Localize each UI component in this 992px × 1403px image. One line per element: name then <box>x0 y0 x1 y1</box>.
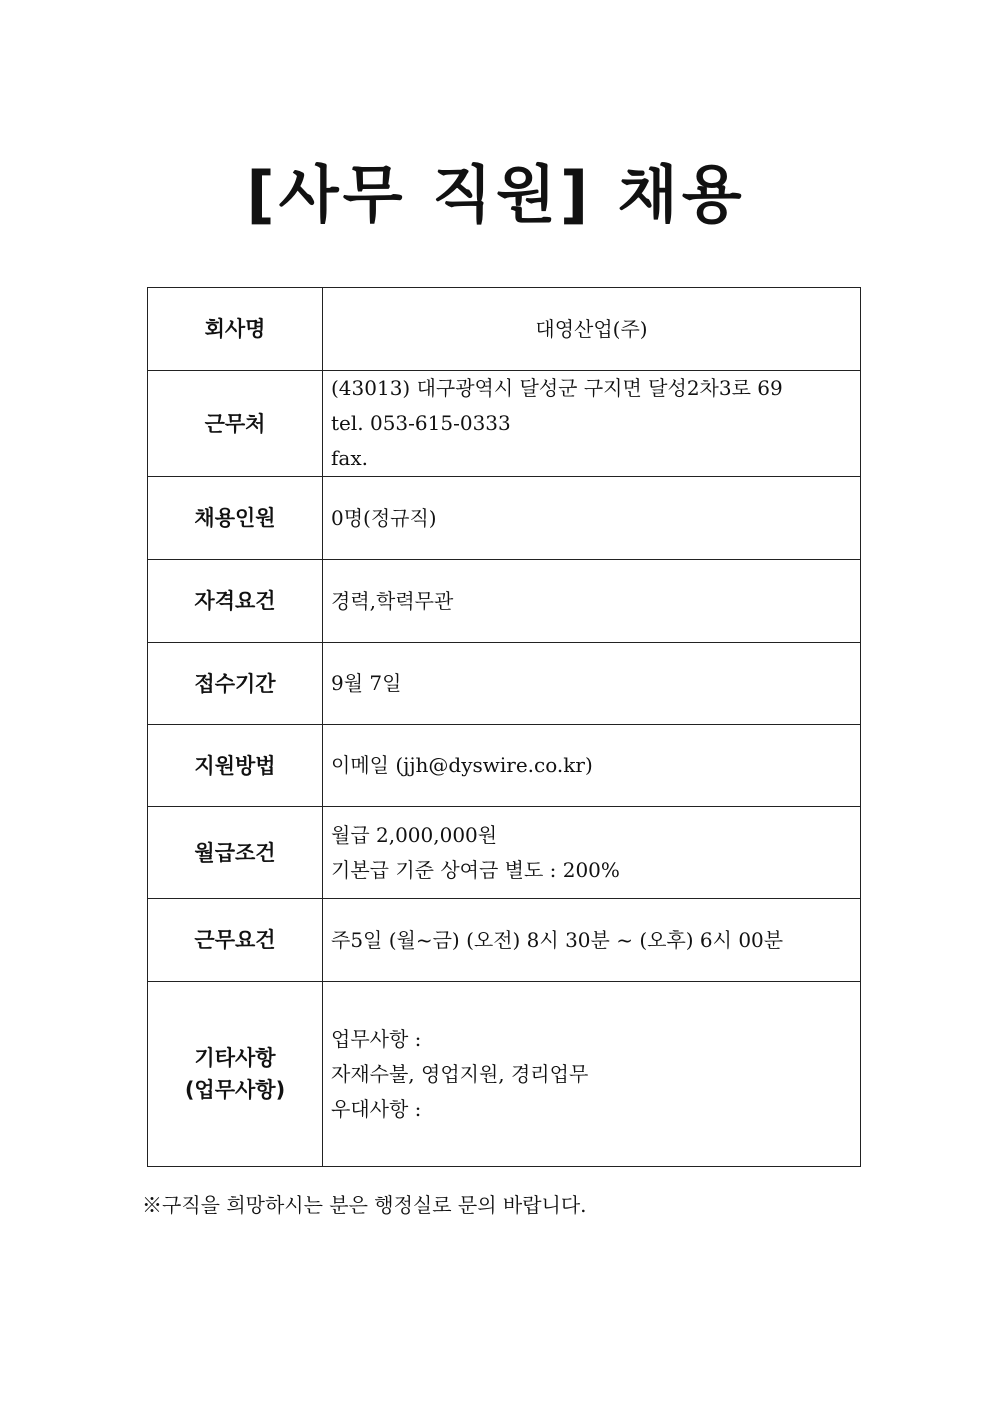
table-row <box>148 807 861 899</box>
row-value-salary <box>323 807 861 899</box>
row-value-company <box>323 288 861 371</box>
headcount-text: 0명(정규직) <box>331 505 437 530</box>
row-label-headcount: 채용인원 <box>148 477 323 560</box>
work-hours-text: 주5일 (월~금) (오전) 8시 30분 ~ (오후) 6시 00분 <box>331 927 784 952</box>
row-value-work-hours <box>323 899 861 982</box>
workplace-fax: fax. <box>331 446 368 470</box>
row-label-qualification: 자격요건 <box>148 560 323 643</box>
row-label-apply-method: 지원방법 <box>148 725 323 807</box>
row-label-other <box>148 982 323 1167</box>
page-title: [사무 직원] 채용 <box>246 158 746 231</box>
table-row <box>148 371 861 477</box>
row-value-apply-method <box>323 725 861 807</box>
workplace-address: (43013) 대구광역시 달성군 구지면 달성2차3로 69 <box>331 376 783 400</box>
row-label-company: 회사명 <box>148 288 323 371</box>
other-label-sub: (업무사항) <box>184 1078 286 1102</box>
row-value-qualification <box>323 560 861 643</box>
row-label-period: 접수기간 <box>148 643 323 725</box>
row-value-headcount <box>323 477 861 560</box>
table-row <box>148 982 861 1167</box>
footer-note: ※구직을 희망하시는 분은 행정실로 문의 바랍니다. <box>142 1193 587 1217</box>
row-label-workplace: 근무처 <box>148 371 323 477</box>
row-label-work-hours: 근무요건 <box>148 899 323 982</box>
workplace-tel: tel. 053-615-0333 <box>331 411 511 435</box>
other-label-main: 기타사항 <box>194 1046 276 1070</box>
table-row <box>148 643 861 725</box>
table-row <box>148 560 861 643</box>
table-row <box>148 288 861 371</box>
apply-method-text: 이메일 (jjh@dyswire.co.kr) <box>331 753 593 777</box>
duties-heading: 업무사항 : <box>331 1026 422 1051</box>
qualification-text: 경력,학력무관 <box>331 588 454 613</box>
row-value-other <box>323 982 861 1167</box>
salary-bonus: 기본급 기준 상여금 별도 : 200% <box>331 857 620 882</box>
duties-text: 자재수불, 영업지원, 경리업무 <box>331 1061 589 1086</box>
table-row <box>148 899 861 982</box>
row-value-workplace <box>323 371 861 477</box>
preference-heading: 우대사항 : <box>331 1096 422 1121</box>
row-label-salary: 월급조건 <box>148 807 323 899</box>
salary-monthly: 월급 2,000,000원 <box>331 822 498 847</box>
company-name: 대영산업(주) <box>535 316 648 341</box>
table-row <box>148 725 861 807</box>
period-text: 9월 7일 <box>331 671 402 695</box>
job-info-table <box>147 287 861 1167</box>
table-row <box>148 477 861 560</box>
row-value-period <box>323 643 861 725</box>
